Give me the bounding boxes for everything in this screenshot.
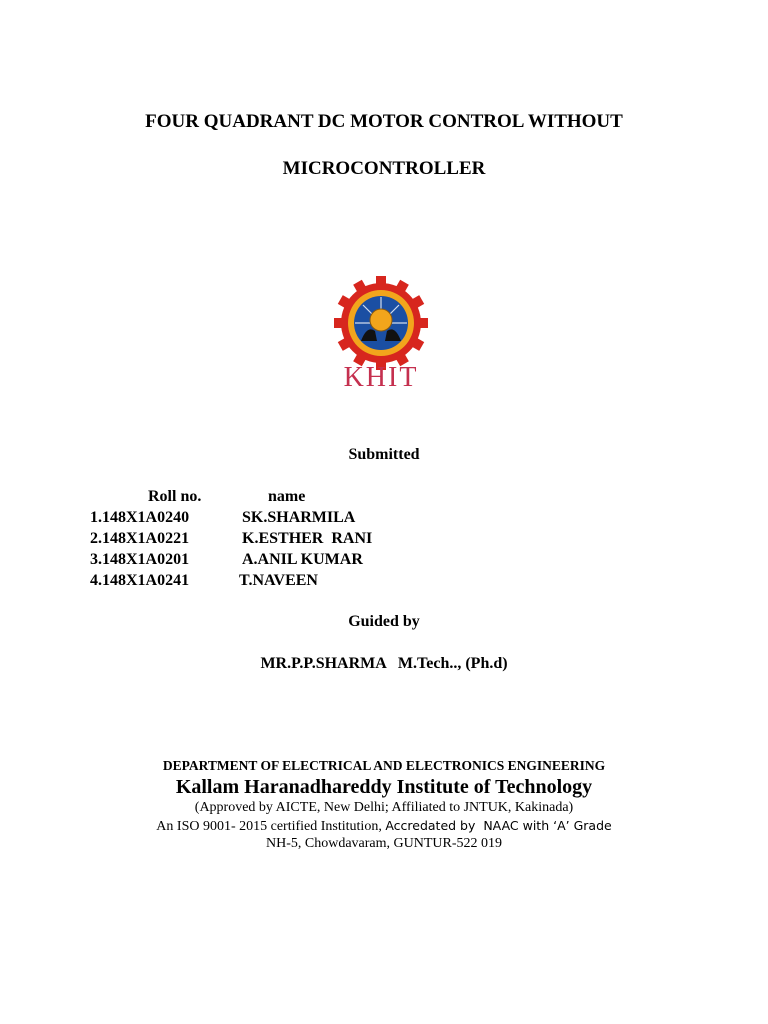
certification-line	[0, 818, 768, 835]
student-roll-3: 3.148X1A0201	[90, 551, 190, 568]
submitted-label: Submitted	[348, 446, 420, 463]
guided-by-label: Guided by	[348, 613, 420, 630]
name-header: name	[268, 488, 306, 505]
khit-logo-graphic	[330, 276, 432, 392]
accreditation-text: Accredated by NAAC with ‘A’ Grade	[385, 818, 612, 833]
address-text: NH-5, Chowdavaram, GUNTUR-522 019	[265, 836, 503, 851]
student-roll-4: 4.148X1A0241	[90, 572, 190, 589]
student-name-3: A.ANIL KUMAR	[242, 551, 363, 568]
student-name-1: SK.SHARMILA	[242, 509, 356, 526]
title-line-1: FOUR QUADRANT DC MOTOR CONTROL WITHOUT	[145, 111, 623, 132]
approval-text: (Approved by AICTE, New Delhi; Affiliated to JNTUK, Kakinada)	[194, 800, 574, 815]
department-name: DEPARTMENT OF ELECTRICAL AND ELECTRONICS ENGINEERING	[162, 758, 606, 773]
khit-logo-text: KHIT	[343, 362, 419, 392]
student-roll-2: 2.148X1A0221	[90, 530, 190, 547]
student-roll-1: 1.148X1A0240	[90, 509, 190, 526]
institute-name: Kallam Haranadhareddy Institute of Technology	[175, 776, 593, 798]
title-line-2: MICROCONTROLLER	[282, 158, 486, 179]
guide-name: MR.P.P.SHARMA M.Tech.., (Ph.d)	[260, 655, 508, 672]
student-name-4: T.NAVEEN	[239, 572, 318, 589]
iso-text: An ISO 9001- 2015 certified Institution,	[156, 819, 382, 834]
khit-logo-icon	[330, 276, 432, 392]
student-name-2: K.ESTHER RANI	[242, 530, 373, 547]
roll-header: Roll no.	[148, 488, 202, 505]
